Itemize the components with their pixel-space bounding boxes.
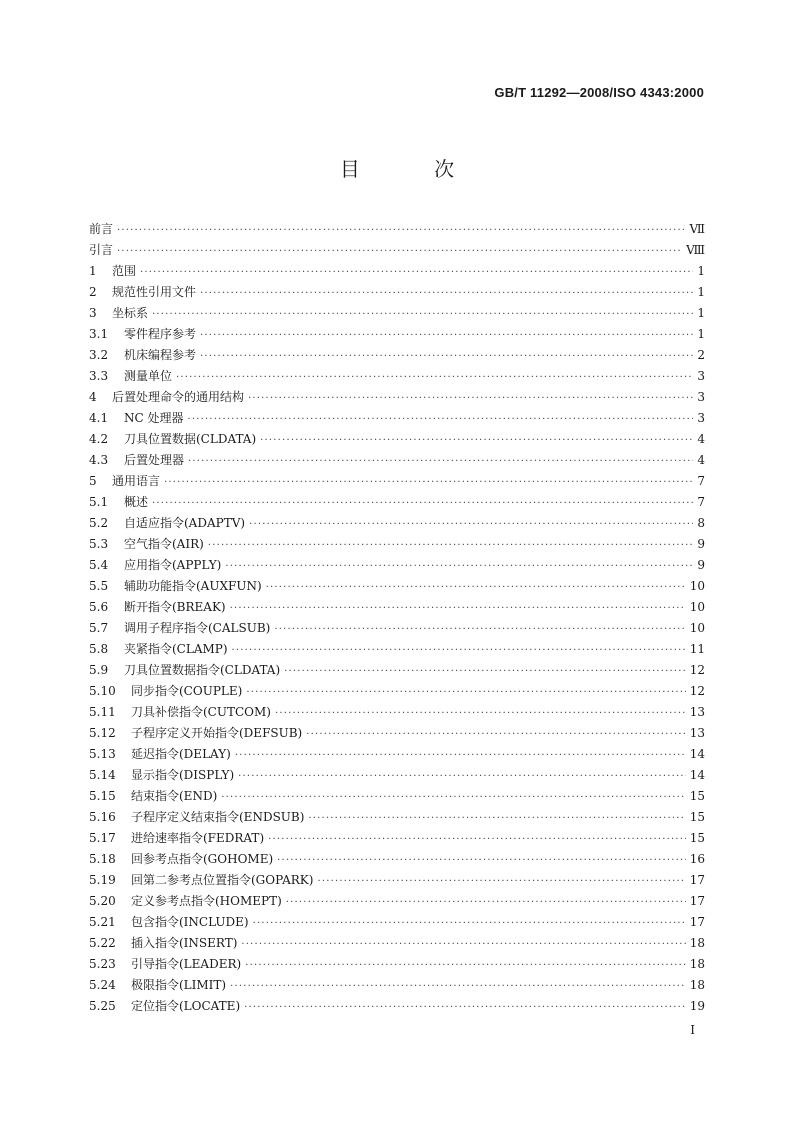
toc-entry-page: 13 — [689, 705, 705, 719]
toc-entry[interactable] — [89, 408, 705, 429]
toc-leader-dots — [200, 325, 693, 345]
toc-entry-page: 13 — [689, 726, 705, 740]
toc-entry-title: 夹紧指令(CLAMP) — [124, 642, 228, 656]
toc-entry-page: 14 — [689, 747, 705, 761]
standard-code: GB/T 11292—2008/ISO 4343:2000 — [494, 85, 704, 100]
toc-entry-page: 4 — [697, 432, 705, 446]
toc-entry-title: 子程序定义结束指令(ENDSUB) — [131, 810, 305, 824]
toc-entry-page: 15 — [689, 789, 705, 803]
toc-entry-number: 4.3 — [89, 453, 109, 467]
toc-leader-dots — [208, 535, 694, 555]
toc-leader-dots — [117, 241, 682, 261]
toc-entry[interactable] — [89, 996, 705, 1017]
toc-leader-dots — [232, 640, 686, 660]
toc-entry[interactable] — [89, 219, 705, 240]
toc-entry[interactable] — [89, 555, 705, 576]
toc-entry-number: 5.21 — [89, 915, 116, 929]
toc-entry-number: 5.23 — [89, 957, 116, 971]
toc-leader-dots — [230, 598, 686, 618]
toc-entry[interactable] — [89, 492, 705, 513]
toc-entry-title: 刀具位置数据指令(CLDATA) — [124, 663, 281, 677]
toc-entry-number: 5.10 — [89, 684, 116, 698]
toc-entry-number: 5.6 — [89, 600, 109, 614]
toc-entry-title: 调用子程序指令(CALSUB) — [124, 621, 271, 635]
toc-entry-title: 辅助功能指令(AUXFUN) — [124, 579, 262, 593]
toc-entry-title: 进给速率指令(FEDRAT) — [131, 831, 265, 845]
toc-entry-number: 5.15 — [89, 789, 116, 803]
toc-entry-number: 5.12 — [89, 726, 116, 740]
toc-entry-page: 10 — [689, 621, 705, 635]
toc-entry[interactable] — [89, 513, 705, 534]
toc-entry-page: 18 — [689, 978, 705, 992]
toc-entry-page: 1 — [697, 306, 705, 320]
toc-entry-title: 后置处理命令的通用结构 — [112, 390, 245, 404]
toc-leader-dots — [152, 304, 693, 324]
toc-leader-dots — [274, 619, 685, 639]
toc-leader-dots — [230, 976, 686, 996]
toc-entry[interactable] — [89, 261, 705, 282]
toc-leader-dots — [245, 955, 686, 975]
toc-entry[interactable] — [89, 702, 705, 723]
toc-leader-dots — [246, 682, 685, 702]
toc-entry[interactable] — [89, 303, 705, 324]
toc-leader-dots — [176, 367, 693, 387]
toc-entry-number: 3 — [89, 306, 97, 320]
toc-entry-title: 机床编程参考 — [124, 348, 197, 362]
toc-entry[interactable] — [89, 723, 705, 744]
toc-leader-dots — [260, 430, 693, 450]
toc-leader-dots — [140, 262, 693, 282]
toc-entry-page: 1 — [697, 285, 705, 299]
toc-entry-page: 15 — [689, 810, 705, 824]
toc-entry-number: 5.1 — [89, 495, 109, 509]
toc-entry-number: 2 — [89, 285, 97, 299]
toc-entry-page: 12 — [689, 663, 705, 677]
toc-entry-page: 14 — [689, 768, 705, 782]
toc-entry-page: 9 — [697, 537, 705, 551]
toc-entry-page: 1 — [697, 327, 705, 341]
toc-entry-title: 显示指令(DISPLY) — [131, 768, 235, 782]
toc-entry[interactable] — [89, 765, 705, 786]
toc-entry-page: 9 — [697, 558, 705, 572]
toc-leader-dots — [225, 556, 693, 576]
toc-leader-dots — [241, 934, 685, 954]
toc-entry-number: 5.11 — [89, 705, 116, 719]
toc-entry-number: 4.2 — [89, 432, 109, 446]
toc-leader-dots — [235, 745, 686, 765]
toc-entry-page: 16 — [689, 852, 705, 866]
toc-entry-title: 测量单位 — [124, 369, 173, 383]
toc-entry-page: 10 — [689, 579, 705, 593]
toc-entry-number: 5.4 — [89, 558, 109, 572]
toc-entry-title: 零件程序参考 — [124, 327, 197, 341]
toc-entry[interactable] — [89, 891, 705, 912]
toc-entry[interactable] — [89, 849, 705, 870]
toc-entry-title: 极限指令(LIMIT) — [131, 978, 227, 992]
toc-entry-number: 3.3 — [89, 369, 109, 383]
toc-entry-number: 5.25 — [89, 999, 116, 1013]
toc-entry[interactable] — [89, 240, 705, 261]
toc-entry-page: 8 — [697, 516, 705, 530]
toc-entry-number: 5.8 — [89, 642, 109, 656]
toc-entry[interactable] — [89, 282, 705, 303]
toc-entry[interactable] — [89, 471, 705, 492]
toc-entry-page: 19 — [689, 999, 705, 1013]
toc-entry-title: 前言 — [89, 222, 114, 236]
toc-entry-title: 概述 — [124, 495, 149, 509]
toc-entry-number: 5.20 — [89, 894, 116, 908]
toc-entry-number: 1 — [89, 264, 97, 278]
toc-leader-dots — [317, 871, 685, 891]
toc-entry-title: 插入指令(INSERT) — [131, 936, 238, 950]
toc-entry-number: 5.18 — [89, 852, 116, 866]
toc-entry[interactable] — [89, 597, 705, 618]
toc-leader-dots — [249, 514, 693, 534]
toc-entry-title: 结束指令(END) — [131, 789, 218, 803]
toc-entry-title: 坐标系 — [112, 306, 149, 320]
toc-leader-dots — [188, 409, 694, 429]
toc-leader-dots — [286, 892, 686, 912]
toc-entry-title: 刀具位置数据(CLDATA) — [124, 432, 257, 446]
toc-entry-page: 3 — [697, 411, 705, 425]
toc-entry-page: 2 — [697, 348, 705, 362]
toc-entry[interactable] — [89, 807, 705, 828]
toc-entry-number: 4 — [89, 390, 97, 404]
toc-entry-title: 自适应指令(ADAPTV) — [124, 516, 246, 530]
toc-entry-number: 5.24 — [89, 978, 116, 992]
toc-entry-title: 定义参考点指令(HOMEPT) — [131, 894, 282, 908]
toc-leader-dots — [117, 220, 685, 240]
toc-entry[interactable] — [89, 366, 705, 387]
toc-entry-page: 10 — [689, 600, 705, 614]
toc-entry-page: 3 — [697, 390, 705, 404]
toc-entry-title: 同步指令(COUPLE) — [131, 684, 243, 698]
toc-entry-page: 18 — [689, 957, 705, 971]
toc-entry-title: 范围 — [112, 264, 137, 278]
toc-entry-page: 7 — [697, 474, 705, 488]
toc-entry-page: 17 — [689, 915, 705, 929]
toc-entry-number: 3.1 — [89, 327, 109, 341]
toc-leader-dots — [152, 493, 693, 513]
toc-entry[interactable] — [89, 786, 705, 807]
toc-entry[interactable] — [89, 534, 705, 555]
toc-entry-number: 5.19 — [89, 873, 116, 887]
toc-leader-dots — [306, 724, 685, 744]
toc-entry-page: 3 — [697, 369, 705, 383]
toc-entry[interactable] — [89, 744, 705, 765]
toc-entry[interactable] — [89, 870, 705, 891]
table-of-contents — [89, 219, 705, 1017]
page-title: 目 次 — [339, 157, 489, 181]
toc-leader-dots — [275, 703, 686, 723]
toc-entry-number: 5.2 — [89, 516, 109, 530]
toc-entry-number: 5.17 — [89, 831, 116, 845]
toc-entry[interactable] — [89, 954, 705, 975]
toc-entry-title: 回第二参考点位置指令(GOPARK) — [131, 873, 314, 887]
toc-entry-number: 5.14 — [89, 768, 116, 782]
toc-entry[interactable] — [89, 828, 705, 849]
toc-entry-page: 17 — [689, 873, 705, 887]
toc-entry-number: 4.1 — [89, 411, 109, 425]
toc-entry-title: 引言 — [89, 243, 114, 257]
toc-entry[interactable] — [89, 912, 705, 933]
toc-entry[interactable] — [89, 660, 705, 681]
toc-entry[interactable] — [89, 576, 705, 597]
toc-entry-page: 7 — [697, 495, 705, 509]
toc-entry-page: 15 — [689, 831, 705, 845]
toc-entry-number: 3.2 — [89, 348, 109, 362]
toc-leader-dots — [221, 787, 685, 807]
toc-leader-dots — [200, 283, 693, 303]
toc-entry[interactable] — [89, 639, 705, 660]
toc-entry-page: Ⅷ — [686, 243, 705, 257]
toc-leader-dots — [248, 388, 693, 408]
toc-leader-dots — [277, 850, 686, 870]
toc-entry[interactable] — [89, 681, 705, 702]
toc-entry-number: 5.13 — [89, 747, 116, 761]
toc-entry-number: 5.5 — [89, 579, 109, 593]
toc-entry-page: 1 — [697, 264, 705, 278]
toc-entry-page: 18 — [689, 936, 705, 950]
toc-entry[interactable] — [89, 450, 705, 471]
toc-entry-number: 5.9 — [89, 663, 109, 677]
toc-entry-number: 5.22 — [89, 936, 116, 950]
toc-leader-dots — [253, 913, 686, 933]
toc-entry-title: 刀具补偿指令(CUTCOM) — [131, 705, 271, 719]
toc-entry-title: 包含指令(INCLUDE) — [131, 915, 249, 929]
toc-entry-title: 延迟指令(DELAY) — [131, 747, 231, 761]
toc-entry-page: 11 — [689, 642, 705, 656]
toc-entry-number: 5 — [89, 474, 97, 488]
toc-entry[interactable] — [89, 324, 705, 345]
toc-leader-dots — [200, 346, 693, 366]
toc-entry-page: 12 — [689, 684, 705, 698]
toc-entry-number: 5.7 — [89, 621, 109, 635]
toc-entry-title: 引导指令(LEADER) — [131, 957, 242, 971]
toc-entry-title: 定位指令(LOCATE) — [131, 999, 241, 1013]
toc-entry-number: 5.3 — [89, 537, 109, 551]
toc-entry-title: 断开指令(BREAK) — [124, 600, 226, 614]
toc-entry[interactable] — [89, 345, 705, 366]
toc-leader-dots — [238, 766, 686, 786]
toc-entry-page: Ⅶ — [689, 222, 705, 236]
toc-entry-title: NC 处理器 — [124, 411, 184, 425]
toc-entry-title: 后置处理器 — [124, 453, 185, 467]
toc-entry[interactable] — [89, 387, 705, 408]
toc-entry-title: 子程序定义开始指令(DEFSUB) — [131, 726, 303, 740]
toc-entry-number: 5.16 — [89, 810, 116, 824]
toc-entry-title: 回参考点指令(GOHOME) — [131, 852, 274, 866]
toc-entry-title: 空气指令(AIR) — [124, 537, 204, 551]
toc-leader-dots — [268, 829, 686, 849]
toc-leader-dots — [266, 577, 686, 597]
toc-leader-dots — [244, 997, 686, 1017]
toc-leader-dots — [308, 808, 685, 828]
toc-entry[interactable] — [89, 618, 705, 639]
page-number: I — [690, 1023, 695, 1037]
toc-entry-page: 17 — [689, 894, 705, 908]
toc-entry-page: 4 — [697, 453, 705, 467]
toc-leader-dots — [284, 661, 686, 681]
toc-entry-title: 应用指令(APPLY) — [124, 558, 222, 572]
toc-entry-title: 通用语言 — [112, 474, 161, 488]
toc-entry[interactable] — [89, 933, 705, 954]
toc-entry[interactable] — [89, 429, 705, 450]
toc-entry-title: 规范性引用文件 — [112, 285, 197, 299]
toc-leader-dots — [164, 472, 693, 492]
toc-entry[interactable] — [89, 975, 705, 996]
toc-leader-dots — [188, 451, 693, 471]
